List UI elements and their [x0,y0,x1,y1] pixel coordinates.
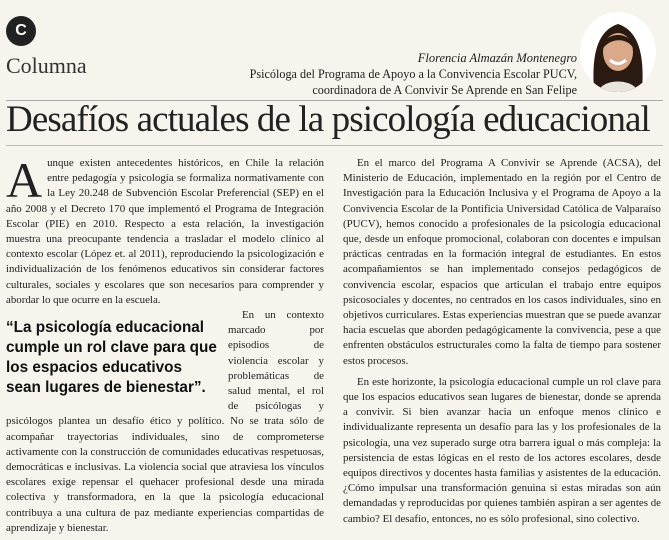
article-left-column [6,152,324,536]
column-header [0,0,669,100]
section-badge: C [6,16,36,46]
headline-rule [6,145,663,146]
left-paragraph-1 [6,152,324,308]
left-paragraph-1-text: unque existen antecedentes históricos, en Chile la relación entre pedagogía y psicología se formaliza normativamente con la Ley 20.248 de Subvención Escolar Preferencial (SEP) en el año 2008 y el Decreto 170 que implementó el Programa de Integración Escolar (PIE) en 2010. Respecto a esta relación, la investigación muestra una preocupante tendencia a trasladar el modelo clínico al contexto escolar (López et. al 2011), reproduciendo la psicologización e individualización de los fenómenos educativos sin considerar factores culturales, sociales y escolares que son necesarios para comprender y abordar lo que ocurre en la escuela. [6,157,324,306]
headline: Desafíos actuales de la psicología educacional [6,99,650,140]
author-portrait-icon [580,12,656,92]
pull-quote: “La psicología educacional cumple un rol clave para que los espacios educativos sean lugares de bienestar”. [6,319,217,397]
author-block [157,50,577,98]
author-photo [580,12,656,92]
drop-cap: A [6,152,43,208]
article-right-column [343,156,661,527]
left-paragraph-2: En un contexto marcado por episodios de violencia escolar y problemáticas de salud mental, el rol de psicólogas y psicólogos plantea un desafío ético y político. No se trata sólo de acompañar trayectorias individuales, sino de comprometerse activamente con la construcción de comunidades educativas respetuosas, democráticas e inclusivas. La violencia social que atraviesa los vínculos escolares exige repensar el quehacer profesional desde una mirada colectiva y transformadora, en la que la psicología educacional contribuya a una cultura de paz mediante experiencias compartidas de aprendizaje y bienestar. [6,309,324,534]
author-role-line2: coordinadora de A Convivir Se Aprende en San Felipe [312,83,577,97]
section-label: Columna [6,53,87,78]
author-name: Florencia Almazán Montenegro [417,51,577,65]
right-paragraph-1: En el marco del Programa A Convivir se Aprende (ACSA), del Ministerio de Educación, implementado en la región por el Centro de Investigación para la Educación Inclusiva y el Programa de Apoyo a la Convivencia Escolar de la Pontificia Universidad Católica de Valparaíso (PUCV), hemos conocido a profesionales de la psicología educacional que, desde un enfoque promocional, colaboran con docentes e impulsan prácticas centradas en la formación integral de estudiantes. En estos acompañamientos se han implementado consejos pedagógicos de convivencia escolar, espacios que articulan el trabajo entre equipos psicosociales y docentes, no centrados en los casos individuales, sino en objetivos curriculares. Estas experiencias muestran que se puede avanzar hacia escuelas que aborden pedagógicamente la convivencia, pese a que enfrenten obstáculos estructurales como la falta de tiempo para sostener estos procesos. [343,157,661,367]
right-paragraph-2: En este horizonte, la psicología educacional cumple un rol clave para que los espacios educativos sean lugares de bienestar, donde se aprenda a convivir. Si bien avanzar hacia un enfoque menos clínico e individualizante representa un desafío para las y los profesionales de la psicología, una vez superado surge otra barrera igual o más compleja: la persistencia de estas lógicas en el resto de los actores escolares, desde equipos directivos y docentes hasta familias y asistentes de la educación. ¿Cómo impulsar una transformación genuina si estas miradas son aún demandadas y reproducidas por quienes también aspiran a ser agentes de cambio? El desafío, entonces, no es sólo profesional, sino colectivo. [343,375,661,525]
author-role-line1: Psicóloga del Programa de Apoyo a la Convivencia Escolar PUCV, [249,67,577,81]
